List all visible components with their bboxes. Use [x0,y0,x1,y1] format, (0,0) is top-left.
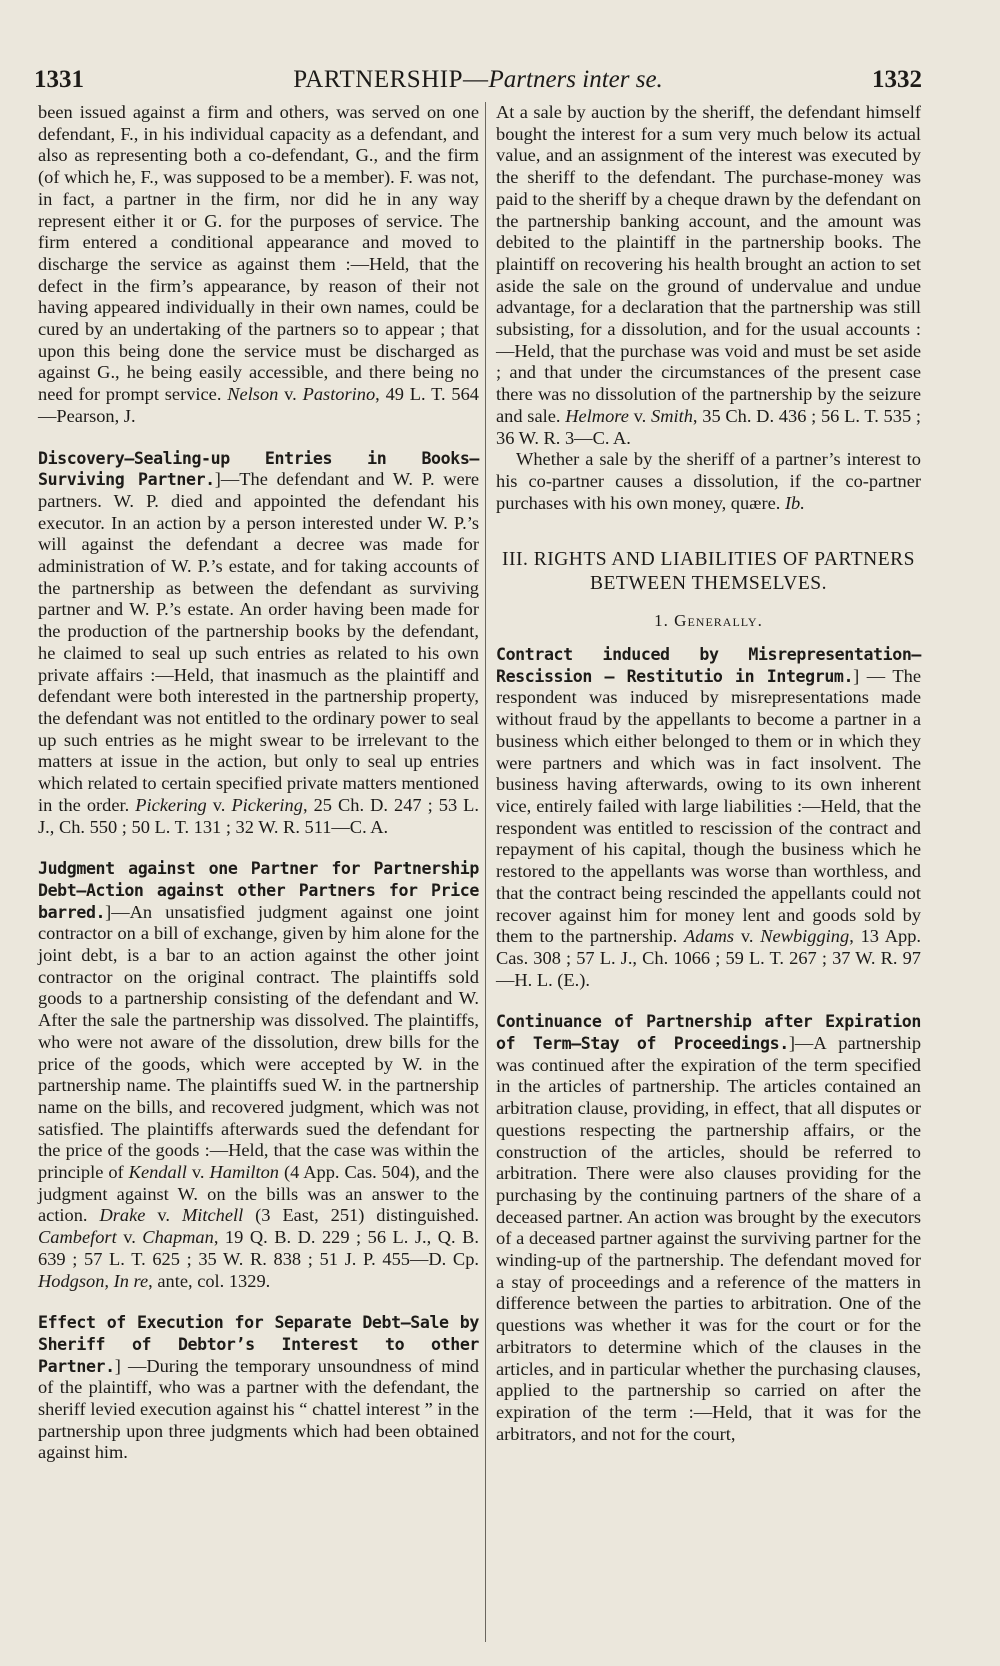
case-name: Cambefort [38,1227,117,1248]
entry-heading: Judgment against one Partner for Partnership Debt—Action against other Partners for Price barred. [38,859,479,922]
case-name: Adams [684,926,735,947]
case-name: Smith [651,405,693,426]
case-name: Drake [99,1205,146,1226]
entry-heading: Continuance of Partnership after Expiration of Term—Stay of Proceedings. [496,1012,921,1054]
digest-entry [496,1011,921,1445]
page-header [34,58,922,98]
case-name: Chapman [142,1227,214,1248]
digest-entry [496,644,921,991]
entry-text: ] —During the temporary unsoundness of mind of the plaintiff, who was a partner with the defendant, the sheriff levied execution against his “ chattel interest ” in the partnership upon three judgments which had been obtained against him. [38,1355,479,1463]
entry-text: ] — The respondent was induced by misrepresentations made without fraud by the appellants to become a partner in a business which either belonged to them or in which they were partners and which was in fact insolvent. The business having afterwards, owing to its own inherent vice, entirely failed with large liabilities :—Held, that the respondent was entitled to rescission of the contract and repayment of his capital, though the business which he restored to the appellants was worse than worthless, and that the contract being rescinded the appellants could not recover against him for money lent and goods sold by them to the partnership. [496,665,921,947]
citation: , 19 Q. B. D. 229 ; 56 L. J., Q. B. 639 ; 57 L. T. 625 ; 35 W. R. 838 ; 51 J. P. 455—D. Cp. [38,1227,479,1269]
entry-text: (3 East, 251) distinguished. [243,1205,479,1226]
entry-text: (4 App. Cas. 504), and the judgment against W. on the bills was an answer to the action. [38,1162,479,1226]
paragraph [496,449,921,514]
citation-v: v. [278,384,303,405]
entry-heading: Discovery—Sealing-up Entries in Books—Surviving Partner. [38,448,479,490]
paragraph-text: Whether a sale by the sheriff of a partner’s interest to his co-partner causes a dissolution, if the co-partner purchases with his own money, quære. [496,449,921,513]
paragraph [496,102,921,449]
right-column [496,102,921,1445]
citation-v: v. [734,926,761,947]
running-title-italic: Partners inter se. [488,66,663,93]
entry-text: ]—An unsatisfied judgment against one joint contractor on a bill of exchange, given by him alone for the joint debt, is a bar to an action against the other joint contractor on the original contract. The plaintiffs sold goods to a partnership consisting of the defendant and W. After the sale the partnership was dissolved. The plaintiffs, who were not aware of the dissolution, drew bills for the price of the goods, which were accepted by W. in the partnership name. The plaintiffs sued W. in the partnership name on the bills, and recovered judgment, which was not satisfied. The plaintiffs afterwards sued the defendant for the price of the goods :—Held, that the case was within the principle of [38,901,479,1183]
citation: , 35 Ch. D. 436 ; 56 L. T. 535 ; 36 W. R. 3—C. A. [496,405,921,448]
running-title-main: PARTNERSHIP— [293,66,489,93]
digest-entry [38,448,479,839]
case-name: Pickering [135,794,207,815]
citation-v: v. [186,1162,210,1183]
left-column [38,102,479,1464]
paragraph-text: been issued against a firm and others, was served on one defendant, F., in his individual capacity as a defendant, and also as representing both a co-defendant, G., and the firm (of which he, F., was supposed to be a member). F. was not, in fact, a partner in the firm, nor did he in any way represent either it or G. for the purposes of service. The firm entered a conditional appearance and moved to discharge the service as against them :—Held, that the defect in the firm’s appearance, by reason of their not having appeared individually in their own names, could be cured by an undertaking of the partners so to appear ; that upon this being done the service must be discharged as against G., he being easily accessible, and there being no need for prompt service. [38,102,479,405]
paragraph [38,102,479,428]
citation-v: v. [116,1227,143,1248]
case-name: Hodgson, In re [38,1270,149,1291]
citation: , ante, col. 1329. [148,1270,271,1291]
case-name: Pastorino [302,384,376,405]
column-divider [485,102,486,1642]
citation: , 25 Ch. D. 247 ; 53 L. J., Ch. 550 ; 50 L. T. 131 ; 32 W. R. 511—C. A. [38,794,480,837]
citation-v: v. [628,405,651,426]
case-name: Mitchell [181,1205,244,1226]
case-name: Nelson [227,384,279,405]
case-name: Newbigging [760,926,850,947]
digest-entry [38,1312,479,1464]
paragraph-text: At a sale by auction by the sheriff, the defendant himself bought the interest for a sum very much below its actual value, and an assignment of the interest was executed by the sheriff to the defendant. The purchase-money was paid to the sheriff by a cheque drawn by the defendant on the partnership banking account, and the amount was debited to the plaintiff in the partnership books. The plaintiff on recovering his health brought an action to set aside the sale on the ground of undervalue and undue advantage, for a declaration that the partnership was still subsisting, for a dissolution, and for the usual accounts :—Held, that the purchase was void and must be set aside ; and that under the circumstances of the present case there was no dissolution of the partnership by the seizure and sale. [496,102,921,426]
page-number-left: 1331 [34,66,84,93]
subsection-heading: 1. Generally. [654,611,763,631]
citation-ibid: Ib. [784,492,805,513]
running-title [34,66,922,94]
citation: , 49 L. T. 564—Pearson, J. [38,384,480,426]
page-number-right: 1332 [872,66,922,93]
citation: , 13 App. Cas. 308 ; 57 L. J., Ch. 1066 ; 59 L. T. 267 ; 37 W. R. 97—H. L. (E.). [496,926,922,990]
case-name: Hamilton [209,1162,279,1183]
entry-heading: Effect of Execution for Separate Debt—Sale by Sheriff of Debtor’s Interest to other Partner. [38,1313,479,1376]
case-name: Kendall [128,1162,187,1183]
entry-text: ]—The defendant and W. P. were partners. W. P. died and appointed the defendant his executor. In an action by a person interested under W. P.’s will against the defendant a decree was made for administration of W. P.’s estate, and for taking accounts of the partnership as between the defendant as surviving partner and W. P.’s estate. An order having been made for the production of the partnership books by the defendant, he claimed to seal up such entries as related to his own private affairs :—Held, that inasmuch as the plaintiff and defendant were both interested in the partnership property, the defendant was not entitled to the ordinary power to seal up such entries as he might swear to be irrelevant to the matters at issue in the action, but only to seal up entries which related to certain specified private matters mentioned in the order. [38,469,479,815]
digest-entry [38,858,479,1292]
section-heading: III. RIGHTS AND LIABILITIES OF PARTNERS BETWEEN THEMSELVES. [501,549,916,595]
case-name: Pickering [231,794,303,815]
entry-text: ]—A partnership was continued after the expiration of the term specified in the articles of partnership. The articles contained an arbitration clause, providing, in effect, that all disputes or questions respecting the partnership affairs, or the construction of the articles, should be referred to arbitration. There were also clauses providing for the purchasing by the continuing partners of the share of a deceased partner. An action was brought by the executors of a deceased partner against the surviving partner for the winding-up of the partnership. The defendant moved for a stay of proceedings and a reference of the matters in difference between the parties to arbitration. One of the questions was whether it was for the court or for the arbitrators to determine which of the clauses in the articles, and in particular whether the purchasing clauses, applied to the partnership so carried on after the expiration of the term :—Held, that it was for the arbitrators, and not for the court, [496,1033,922,1444]
citation-v: v. [145,1205,182,1226]
case-name: Helmore [565,405,629,426]
citation-v: v. [206,794,232,815]
entry-heading: Contract induced by Misrepresentation—Rescission — Restitutio in Integrum. [496,645,921,686]
